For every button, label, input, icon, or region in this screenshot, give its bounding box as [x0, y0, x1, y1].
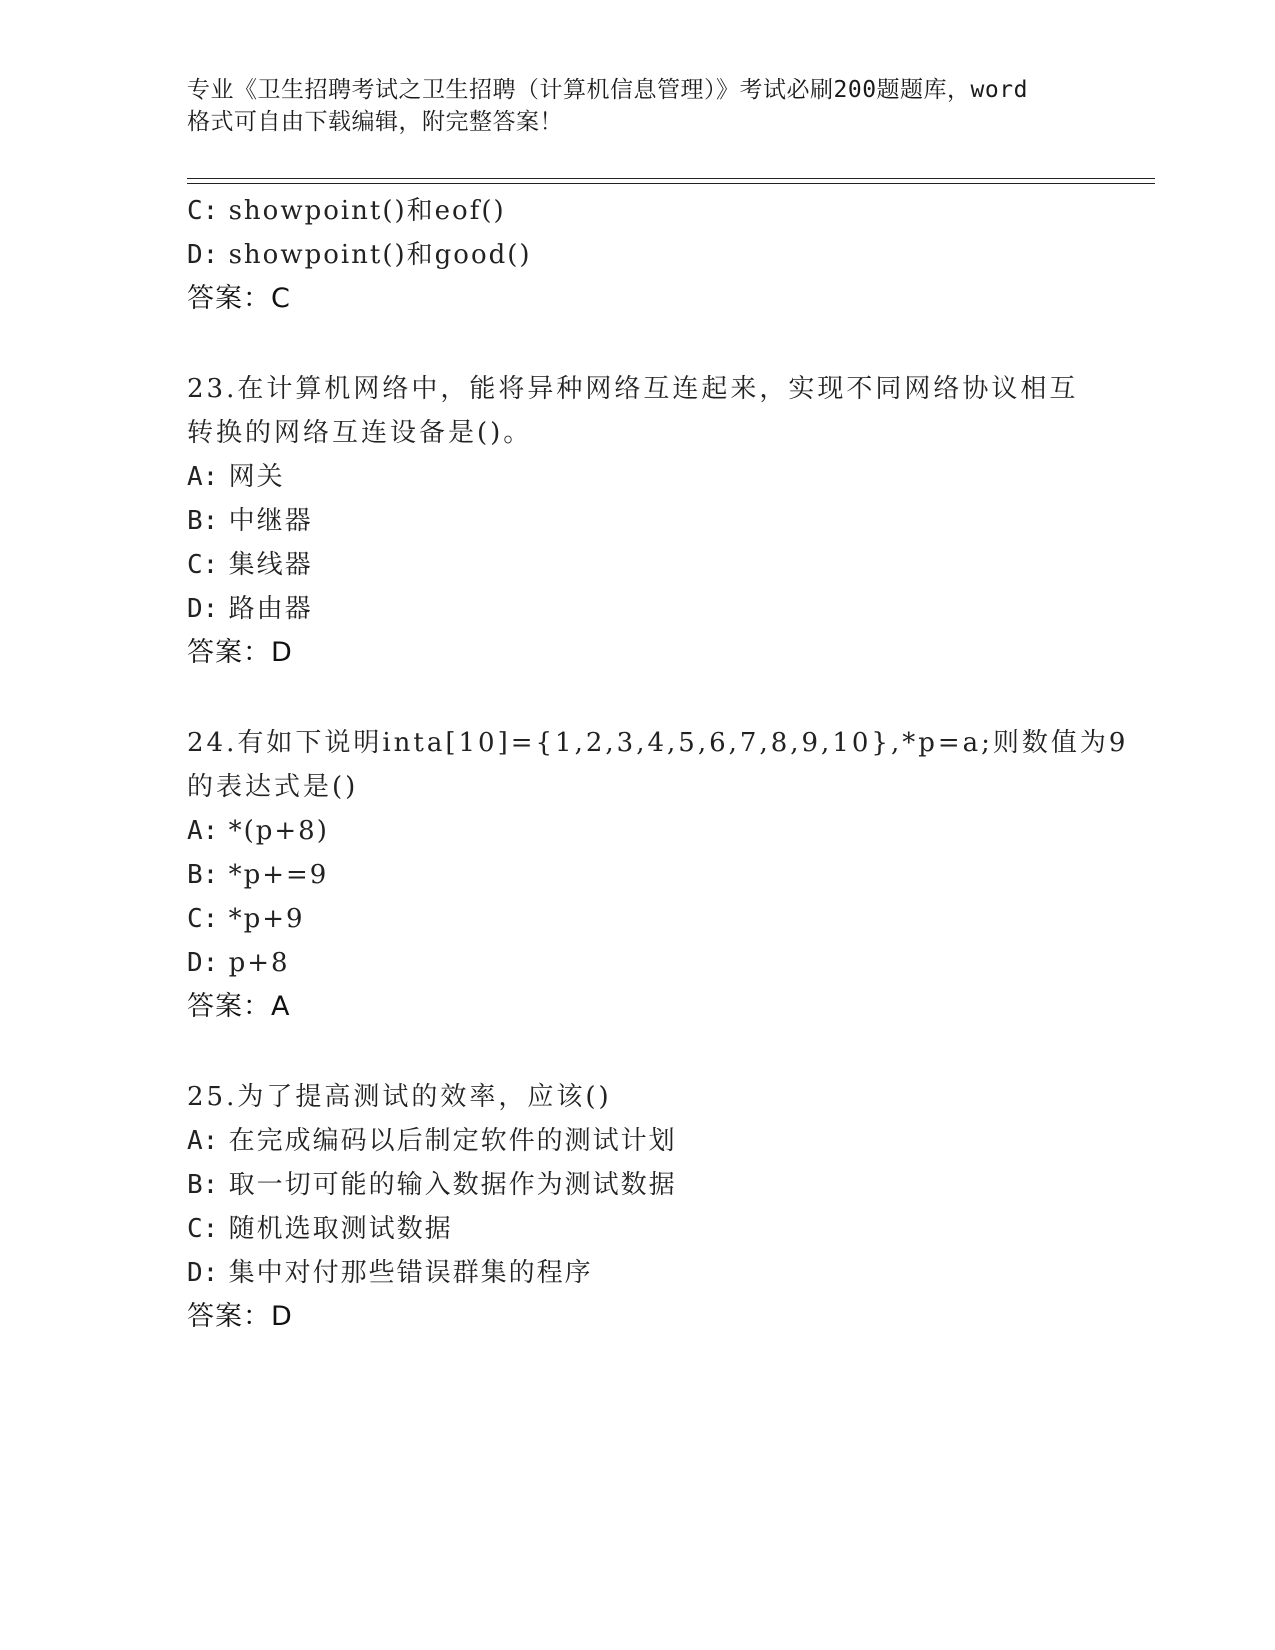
question-23-text-line-2: 转换的网络互连设备是()。 — [187, 418, 533, 448]
option-c: C: showpoint()和eof() — [187, 196, 506, 226]
question-23-option-a: A: 网关 — [187, 462, 285, 492]
question-23-text-line-1: 23.在计算机网络中，能将异种网络互连起来，实现不同网络协议相互 — [187, 374, 1079, 404]
question-25-option-d: D: 集中对付那些错误群集的程序 — [187, 1258, 593, 1288]
question-23-answer: 答案：D — [187, 637, 293, 668]
question-24-option-b: B: *p+=9 — [187, 860, 329, 890]
option-d: D: showpoint()和good() — [187, 240, 532, 270]
question-25-option-c: C: 随机选取测试数据 — [187, 1214, 453, 1244]
question-25-option-b: B: 取一切可能的输入数据作为测试数据 — [187, 1170, 677, 1200]
question-24-answer: 答案：A — [187, 991, 291, 1022]
question-24-option-d: D: p+8 — [187, 948, 290, 978]
question-23-option-d: D: 路由器 — [187, 594, 313, 624]
question-23-option-b: B: 中继器 — [187, 506, 313, 536]
header-line-1: 专业《卫生招聘考试之卫生招聘（计算机信息管理）》考试必刷200题题库，word — [187, 77, 1028, 103]
question-24-text-line-2: 的表达式是() — [187, 772, 359, 802]
question-23-option-c: C: 集线器 — [187, 550, 313, 580]
document-header — [187, 74, 1087, 138]
answer: 答案：C — [187, 283, 291, 314]
header-rule-top — [187, 178, 1155, 179]
question-25-text-line-1: 25.为了提高测试的效率，应该() — [187, 1082, 612, 1112]
question-25-answer: 答案：D — [187, 1301, 293, 1332]
question-25-option-a: A: 在完成编码以后制定软件的测试计划 — [187, 1126, 677, 1156]
header-line-2: 格式可自由下载编辑，附完整答案！ — [187, 109, 563, 135]
question-24-option-c: C: *p+9 — [187, 904, 305, 934]
header-rule-bottom — [187, 183, 1155, 184]
question-24-option-a: A: *(p+8) — [187, 816, 329, 846]
question-24-text-line-1: 24.有如下说明inta[10]={1,2,3,4,5,6,7,8,9,10},*p=a;则数值为9 — [187, 728, 1129, 758]
